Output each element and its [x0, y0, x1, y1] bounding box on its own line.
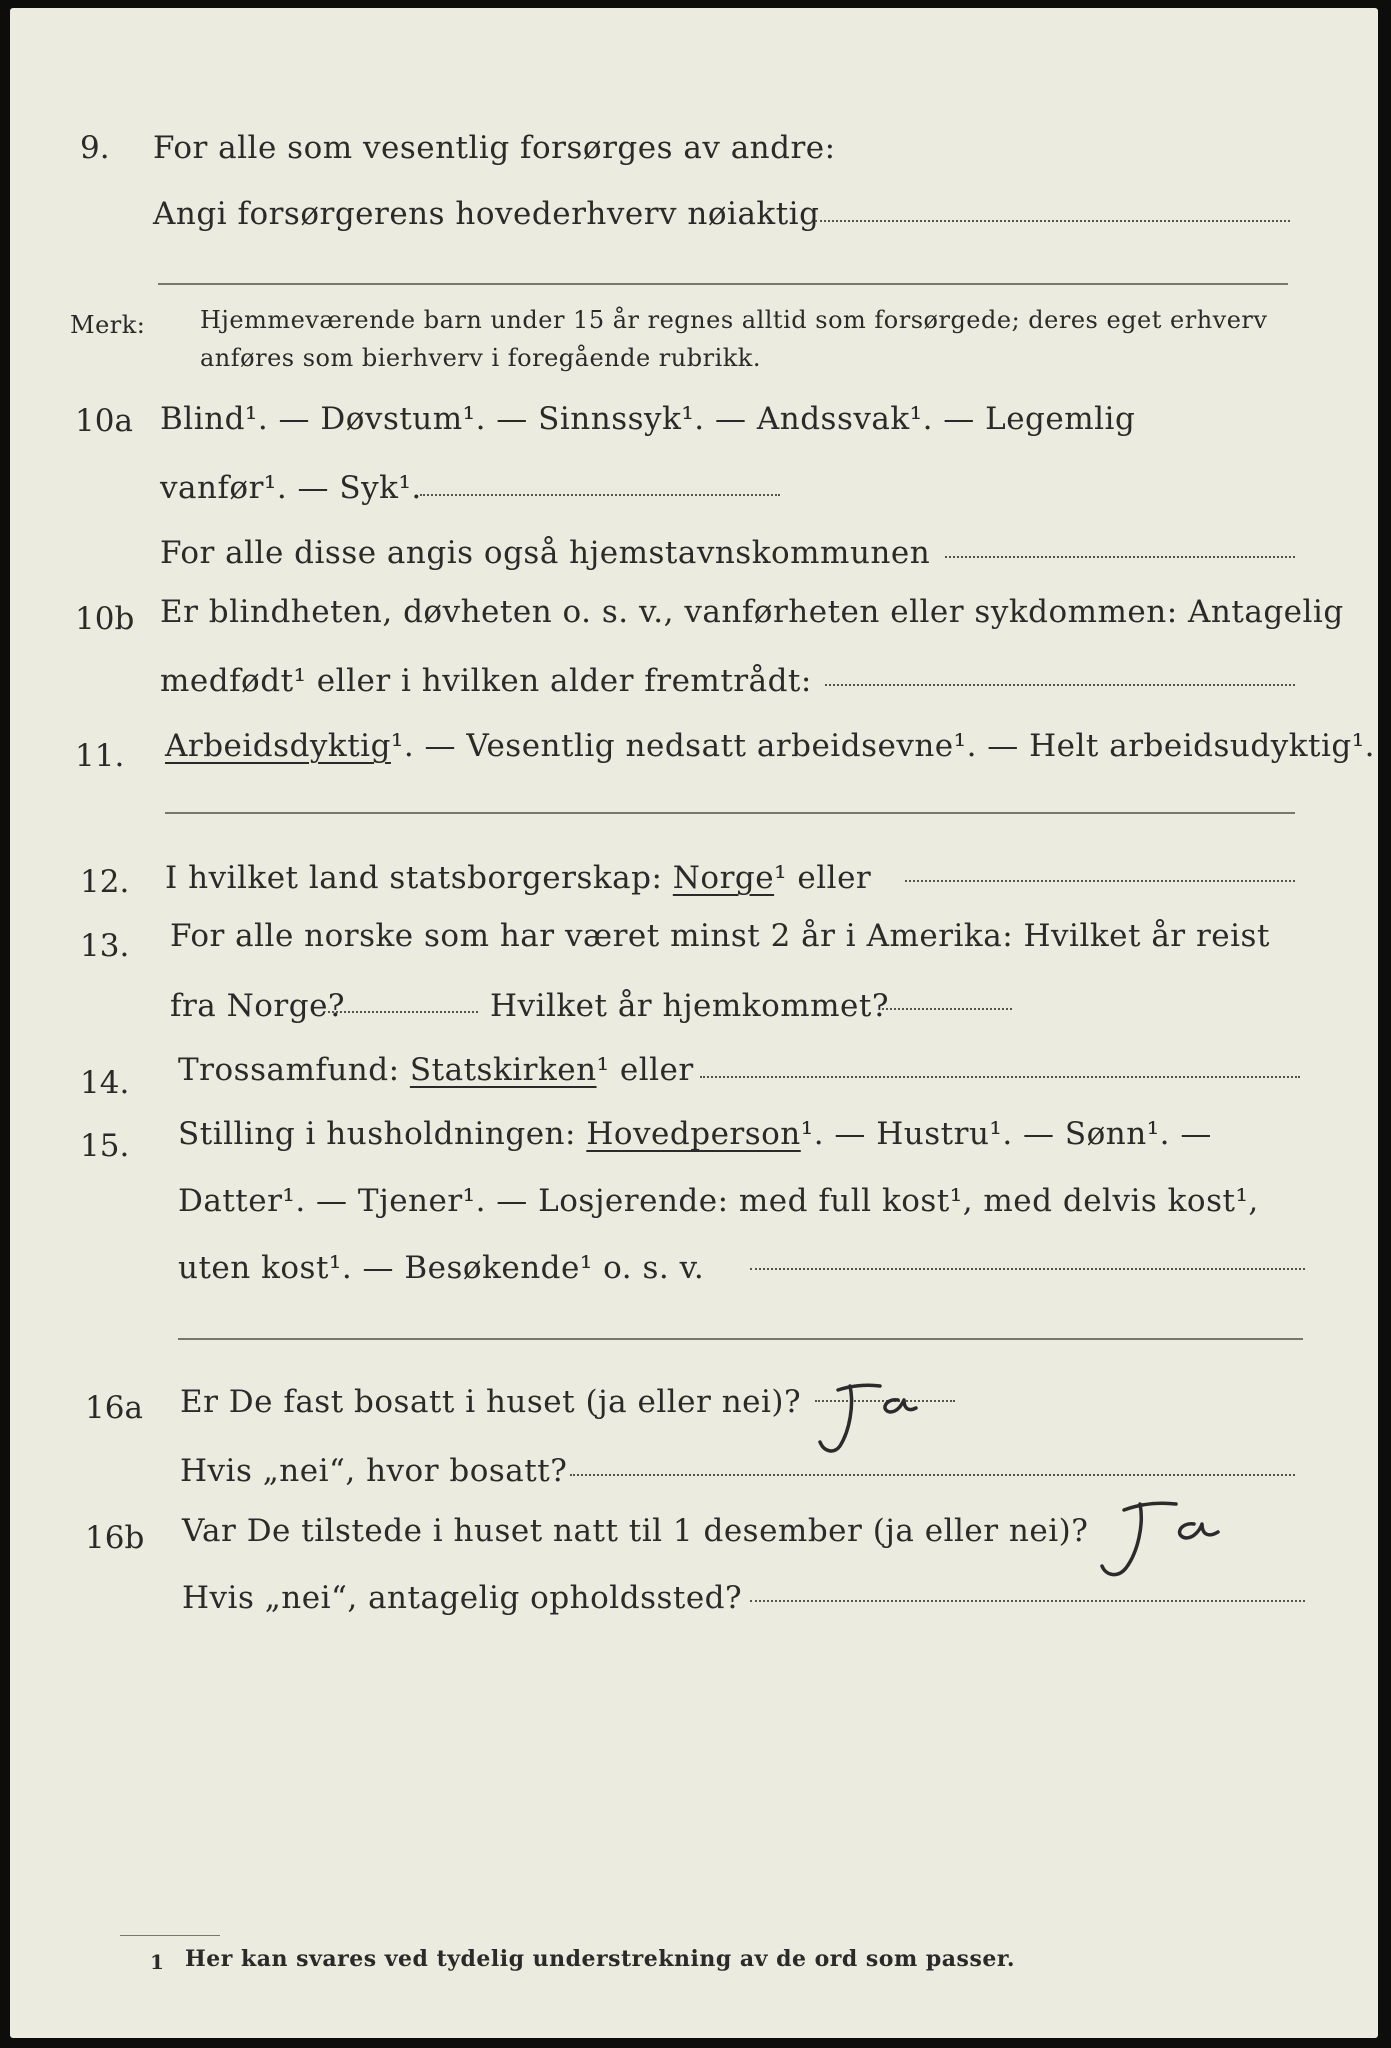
- q14-answer-line: [700, 1076, 1300, 1078]
- q15-option-hovedperson[interactable]: Hovedperson: [586, 1116, 801, 1152]
- q13-line2a: fra Norge?: [170, 988, 346, 1024]
- q15-answer-line-1: [750, 1268, 1305, 1270]
- q11-number: 11.: [75, 738, 125, 774]
- q10a-line3: For alle disse angis også hjemstavnskommunen: [160, 535, 931, 571]
- q11-rest: ¹. — Vesentlig nedsatt arbeidsevne¹. — Helt arbeidsudyktig¹.: [390, 728, 1376, 764]
- merk-line2: anføres som bierhverv i foregående rubrikk.: [200, 344, 761, 372]
- q16b-number: 16b: [85, 1520, 145, 1556]
- q14-post: ¹ eller: [596, 1052, 694, 1088]
- q11-option-arbeidsdyktig[interactable]: Arbeidsdyktig: [165, 728, 391, 764]
- q16a-answer-line-2: [570, 1474, 1295, 1476]
- q10a-line1: Blind¹. — Døvstum¹. — Sinnssyk¹. — Andssvak¹. — Legemlig: [160, 401, 1136, 437]
- census-form-page: [10, 8, 1378, 2038]
- q16a-line1: Er De fast bosatt i huset (ja eller nei)?: [180, 1384, 802, 1420]
- q10b-answer-line: [825, 684, 1295, 686]
- q16b-answer-line: [750, 1600, 1305, 1602]
- q14-pre: Trossamfund:: [178, 1052, 400, 1088]
- q15-post: ¹. — Hustru¹. — Sønn¹. —: [800, 1116, 1212, 1152]
- q9-line2: Angi forsørgerens hovederhverv nøiaktig: [153, 196, 820, 232]
- q10a-number: 10a: [75, 403, 133, 439]
- q12-option-norge[interactable]: Norge: [672, 860, 775, 896]
- q10a-answer-line-1: [420, 494, 780, 496]
- q13-number: 13.: [80, 928, 130, 964]
- q16b-line1: Var De tilstede i huset natt til 1 desember (ja eller nei)?: [182, 1513, 1089, 1549]
- q10a-line2: vanfør¹. — Syk¹.: [160, 470, 422, 506]
- q9-number: 9.: [80, 130, 110, 166]
- q16a-line2: Hvis „nei“, hvor bosatt?: [180, 1453, 568, 1489]
- merk-label: Merk:: [70, 311, 146, 339]
- q13-line1: For alle norske som har været minst 2 år i Amerika: Hvilket år reist: [170, 918, 1270, 954]
- q9-line1: For alle som vesentlig forsørges av andre:: [153, 130, 836, 166]
- q11-answer-line: [165, 812, 1295, 814]
- q9-answer-line-1: [815, 220, 1290, 222]
- q11-text: [165, 728, 1375, 764]
- q15-line3: uten kost¹. — Besøkende¹ o. s. v.: [178, 1250, 705, 1286]
- q12-pre: I hvilket land statsborgerskap:: [165, 860, 663, 896]
- q12-answer-line: [905, 880, 1295, 882]
- q12-post: ¹ eller: [774, 860, 872, 896]
- q13-line2b: Hvilket år hjemkommet?: [490, 988, 889, 1024]
- q14-text: [178, 1052, 694, 1088]
- q13-answer-line-2: [882, 1008, 1012, 1010]
- q15-pre: Stilling i husholdningen:: [178, 1116, 576, 1152]
- q14-option-statskirken[interactable]: Statskirken: [409, 1052, 597, 1088]
- q14-number: 14.: [80, 1065, 130, 1101]
- merk-line1: Hjemmeværende barn under 15 år regnes alltid som forsørgede; deres eget erhverv: [200, 306, 1268, 334]
- footnote-rule: [120, 1935, 220, 1936]
- q15-line1: [178, 1116, 1212, 1152]
- q15-line2: Datter¹. — Tjener¹. — Losjerende: med full kost¹, med delvis kost¹,: [178, 1183, 1259, 1219]
- q10a-answer-line-2: [945, 556, 1295, 558]
- q10b-line1: Er blindheten, døvheten o. s. v., vanførheten eller sykdommen: Antagelig: [160, 594, 1344, 630]
- q12-text: [165, 860, 871, 896]
- q10b-number: 10b: [75, 601, 135, 637]
- q10b-line2: medfødt¹ eller i hvilken alder fremtrådt:: [160, 663, 812, 699]
- q16a-number: 16a: [85, 1390, 143, 1426]
- q12-number: 12.: [80, 864, 130, 900]
- q16a-handwritten-answer: [810, 1380, 930, 1460]
- q15-number: 15.: [80, 1128, 130, 1164]
- q16b-line2: Hvis „nei“, antagelig opholdssted?: [182, 1580, 743, 1616]
- q9-answer-line-2: [158, 283, 1288, 285]
- footnote-mark: 1: [150, 1950, 165, 1974]
- q13-answer-line-1: [328, 1011, 478, 1013]
- footnote-text: Her kan svares ved tydelig understrekning av de ord som passer.: [185, 1946, 1016, 1972]
- q15-answer-line-2: [178, 1338, 1303, 1340]
- q16b-handwritten-answer: [1090, 1496, 1230, 1586]
